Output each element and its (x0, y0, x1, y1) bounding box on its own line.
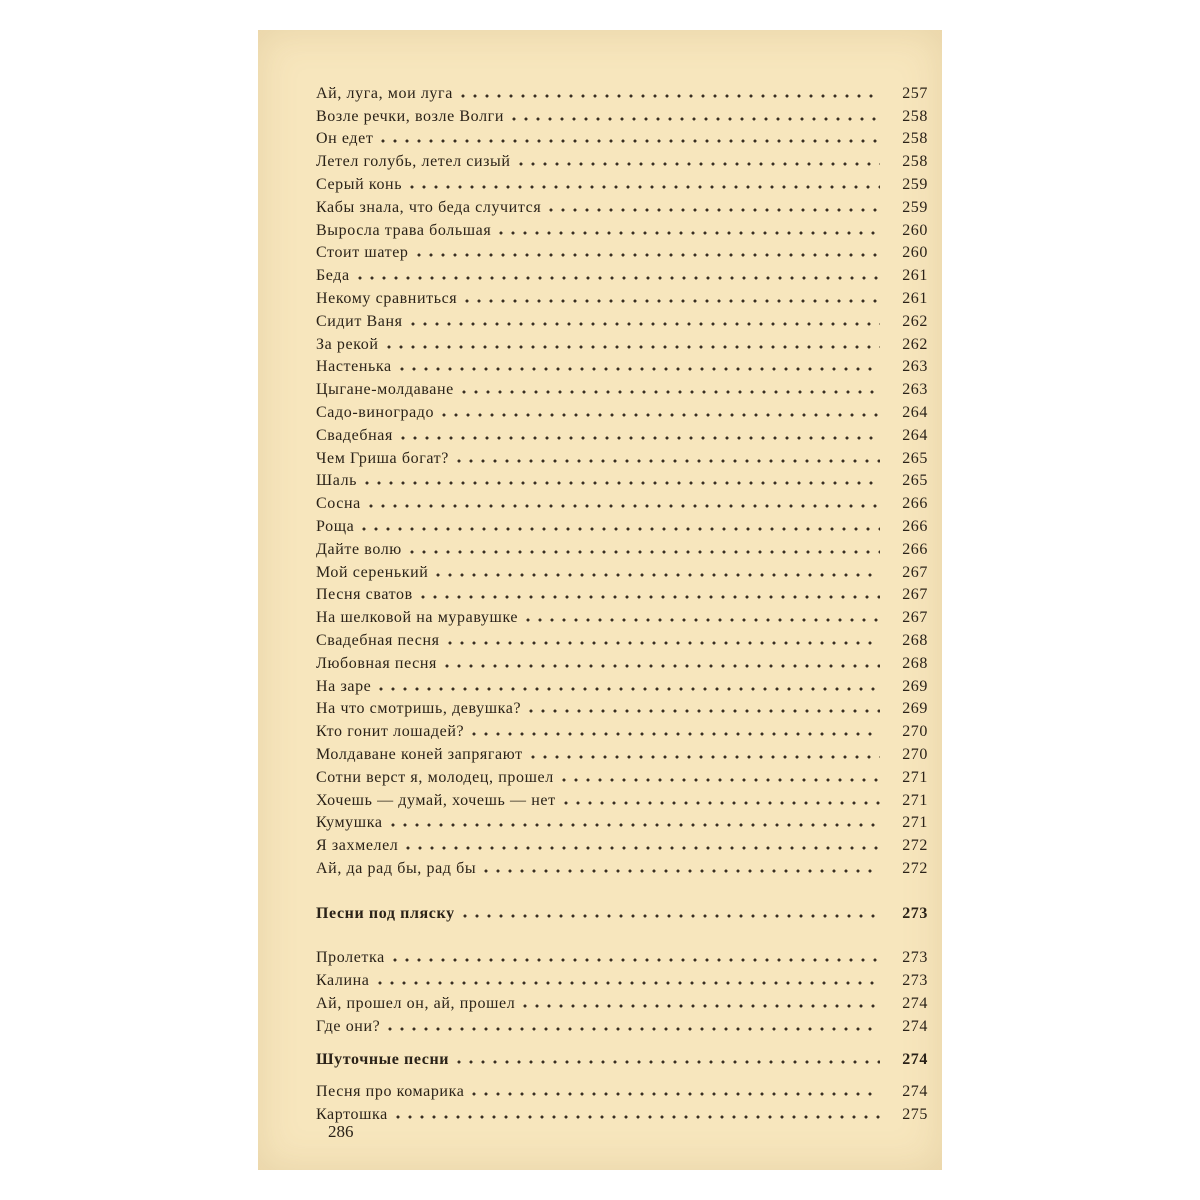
leader-dots (457, 93, 880, 99)
toc-entry (316, 468, 928, 491)
leader-dots (397, 435, 880, 441)
toc-title: Пролетка (316, 949, 385, 967)
leader-dots (522, 617, 880, 623)
section-title: Песни под пляску (316, 904, 455, 922)
toc-entry (316, 696, 928, 719)
toc-entry (316, 741, 928, 764)
leader-dots (453, 458, 880, 464)
toc-title: Дайте волю (316, 540, 402, 558)
toc-entry (316, 718, 928, 741)
toc-title: Серый конь (316, 175, 403, 193)
toc-entry (316, 787, 928, 810)
section-title: Шуточные песни (316, 1050, 450, 1068)
leader-dots (515, 161, 880, 167)
toc-title: Песня про комарика (316, 1083, 465, 1101)
toc-title: Мой серенький (316, 563, 429, 581)
toc-entry (316, 331, 928, 354)
toc-page-number: 267 (902, 586, 928, 604)
toc-title: Ай, да рад бы, рад бы (316, 859, 477, 877)
toc-page-number: 266 (902, 495, 928, 513)
toc-page-number: 258 (902, 107, 928, 125)
toc-title: Кумушка (316, 814, 383, 832)
leader-dots (407, 321, 880, 327)
toc-entry (316, 832, 928, 855)
toc-entry (316, 1013, 928, 1036)
toc-entry (316, 445, 928, 468)
leader-dots (396, 366, 880, 372)
toc-title: Чем Гриша богат? (316, 449, 449, 467)
toc-entry (316, 422, 928, 445)
toc-title: Ай, луга, мои луга (316, 84, 453, 102)
toc-page-number: 274 (902, 1017, 928, 1035)
toc-title: Песня сватов (316, 586, 413, 604)
leader-dots (508, 116, 880, 122)
leader-dots (392, 1114, 880, 1120)
toc-entry (316, 490, 928, 513)
toc-page-number: 264 (902, 403, 928, 421)
toc-title: Свадебная песня (316, 631, 440, 649)
leader-dots (358, 526, 880, 532)
leader-dots (441, 663, 880, 669)
toc-title: Сотни верст я, молодец, прошел (316, 768, 554, 786)
toc-title: За рекой (316, 335, 379, 353)
toc-entry (316, 559, 928, 582)
toc-entry (316, 148, 928, 171)
toc-page-number: 261 (902, 267, 928, 285)
leader-dots (402, 845, 880, 851)
toc-page-number: 266 (902, 540, 928, 558)
toc-title: Где они? (316, 1017, 381, 1035)
toc-entry (316, 604, 928, 627)
toc-page-number: 261 (902, 289, 928, 307)
leader-dots (560, 800, 880, 806)
toc-page-number: 271 (902, 791, 928, 809)
toc-page-number: 266 (902, 517, 928, 535)
toc-entry (316, 1101, 928, 1124)
toc-page-number: 268 (902, 631, 928, 649)
toc-title: На шелковой на муравушке (316, 609, 519, 627)
toc-entry (316, 285, 928, 308)
leader-dots (468, 1091, 880, 1097)
toc-page-number: 259 (902, 198, 928, 216)
toc-page-number: 274 (902, 1050, 928, 1068)
toc-title: На заре (316, 677, 372, 695)
leader-dots (468, 731, 880, 737)
toc-page-number: 269 (902, 700, 928, 718)
toc-title: Стоит шатер (316, 244, 409, 262)
toc-page-number: 272 (902, 837, 928, 855)
toc-section-heading (316, 900, 928, 923)
toc-entry (316, 627, 928, 650)
toc-page-number: 262 (902, 312, 928, 330)
toc-entry (316, 673, 928, 696)
toc-page-number: 271 (902, 814, 928, 832)
toc-page-number: 270 (902, 745, 928, 763)
toc-title: Некому сравниться (316, 289, 458, 307)
toc-entry (316, 376, 928, 399)
toc-title: Калина (316, 972, 370, 990)
toc-entry (316, 126, 928, 149)
toc-page-number: 264 (902, 426, 928, 444)
toc-page-number: 258 (902, 130, 928, 148)
toc-entry (316, 354, 928, 377)
leader-dots (406, 184, 880, 190)
toc-title: Возле речки, возле Волги (316, 107, 504, 125)
toc-page-number: 272 (902, 859, 928, 877)
leader-dots (519, 1003, 880, 1009)
toc-entry (316, 582, 928, 605)
leader-dots (480, 868, 880, 874)
toc-entry (316, 536, 928, 559)
toc-page-number: 273 (902, 972, 928, 990)
toc-entry (316, 80, 928, 103)
leader-dots (417, 594, 880, 600)
leader-dots (558, 777, 880, 783)
leader-dots (525, 708, 880, 714)
toc-page-number: 270 (902, 723, 928, 741)
toc-title: Кабы знала, что беда случится (316, 198, 542, 216)
book-page (258, 30, 942, 1170)
toc-title: Настенька (316, 358, 392, 376)
leader-dots (458, 389, 880, 395)
toc-entry (316, 308, 928, 331)
toc-entry (316, 217, 928, 240)
leader-dots (377, 138, 880, 144)
toc-entry (316, 810, 928, 833)
toc-title: Садо-виноградо (316, 403, 435, 421)
toc-title: Свадебная (316, 426, 393, 444)
toc-page-number: 274 (902, 1083, 928, 1101)
toc-entry (316, 513, 928, 536)
toc-page-number: 269 (902, 677, 928, 695)
toc-title: Выросла трава большая (316, 221, 492, 239)
leader-dots (374, 980, 880, 986)
leader-dots (545, 207, 880, 213)
toc-title: На что смотришь, девушка? (316, 700, 522, 718)
toc-page-number: 260 (902, 244, 928, 262)
toc-entry (316, 171, 928, 194)
toc-entry (316, 399, 928, 422)
toc-title: Я захмелел (316, 837, 399, 855)
toc-title: Сосна (316, 495, 361, 513)
leader-dots (384, 1026, 880, 1032)
toc-entry (316, 764, 928, 787)
toc-page-number: 275 (902, 1106, 928, 1124)
toc-title: Молдаване коней запрягают (316, 745, 523, 763)
leader-dots (444, 640, 880, 646)
toc-page-number: 262 (902, 335, 928, 353)
toc-page-number: 267 (902, 609, 928, 627)
table-of-contents (316, 80, 928, 1124)
toc-entry (316, 240, 928, 263)
toc-title: Беда (316, 267, 350, 285)
toc-title: Сидит Ваня (316, 312, 403, 330)
leader-dots (495, 230, 880, 236)
toc-entry (316, 967, 928, 990)
toc-title: Цыгане-молдаване (316, 381, 454, 399)
leader-dots (365, 503, 880, 509)
toc-page-number: 257 (902, 84, 928, 102)
leader-dots (413, 252, 881, 258)
toc-page-number: 271 (902, 768, 928, 786)
toc-entry (316, 103, 928, 126)
toc-page-number: 258 (902, 153, 928, 171)
toc-title: Шаль (316, 472, 358, 490)
toc-page-number: 260 (902, 221, 928, 239)
leader-dots (387, 822, 880, 828)
toc-page-number: 273 (902, 904, 928, 922)
toc-page-number: 265 (902, 472, 928, 490)
toc-entry (316, 990, 928, 1013)
leader-dots (383, 344, 880, 350)
toc-page-number: 263 (902, 381, 928, 399)
leader-dots (389, 957, 880, 963)
toc-title: Кто гонит лошадей? (316, 723, 465, 741)
leader-dots (354, 275, 880, 281)
leader-dots (432, 572, 880, 578)
toc-page-number: 274 (902, 995, 928, 1013)
toc-title: Летел голубь, летел сизый (316, 153, 511, 171)
leader-dots (406, 549, 880, 555)
leader-dots (375, 686, 880, 692)
toc-page-number: 259 (902, 175, 928, 193)
toc-entry (316, 650, 928, 673)
leader-dots (438, 412, 880, 418)
leader-dots (361, 480, 880, 486)
toc-title: Хочешь — думай, хочешь — нет (316, 791, 556, 809)
toc-entry (316, 1079, 928, 1102)
toc-page-number: 267 (902, 563, 928, 581)
toc-entry (316, 262, 928, 285)
toc-section-heading (316, 1046, 928, 1069)
leader-dots (461, 298, 880, 304)
toc-entry (316, 194, 928, 217)
leader-dots (527, 754, 880, 760)
toc-page-number: 268 (902, 654, 928, 672)
toc-title: Роща (316, 517, 355, 535)
toc-page-number: 265 (902, 449, 928, 467)
leader-dots (453, 1059, 880, 1065)
toc-title: Любовная песня (316, 654, 438, 672)
toc-title: Он едет (316, 130, 374, 148)
toc-title: Картошка (316, 1106, 388, 1124)
leader-dots (459, 913, 880, 919)
page-folio-number: 286 (328, 1122, 354, 1141)
toc-page-number: 263 (902, 358, 928, 376)
toc-page-number: 273 (902, 949, 928, 967)
toc-entry (316, 855, 928, 878)
toc-entry (316, 945, 928, 968)
toc-title: Ай, прошел он, ай, прошел (316, 995, 516, 1013)
